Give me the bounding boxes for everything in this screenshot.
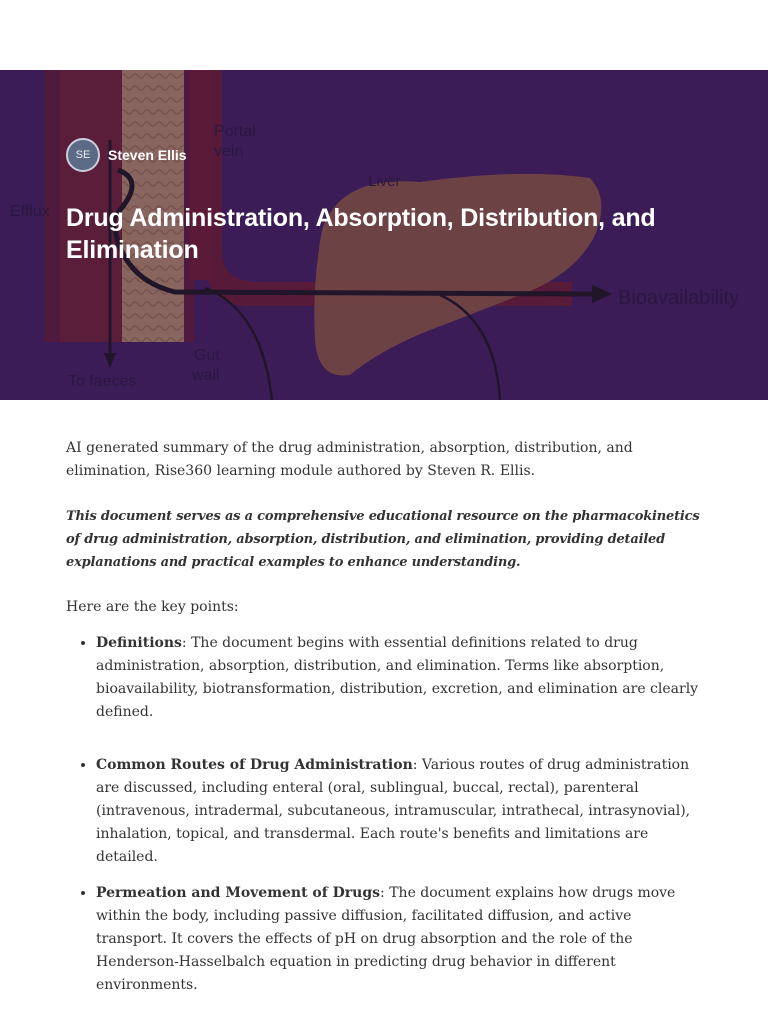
summary-content	[66, 437, 706, 997]
label-to-faeces: To faeces	[68, 373, 137, 390]
page-title: Drug Administration, Absorption, Distribution, and Elimination	[66, 204, 656, 264]
point-text: : The document begins with essential definitions related to drug administration, absorption, distribution, and elimination. Terms like absorption, bioavailability, biotransformation, distribution, excretion, and elimination are clearly defined.	[96, 635, 699, 720]
label-liver: Liver	[368, 173, 401, 190]
label-bioavailability: Bioavailability	[618, 287, 740, 309]
key-points-heading: Here are the key points:	[66, 599, 239, 615]
label-gut-wall-1: Gut	[194, 347, 220, 364]
point-title: Common Routes of Drug Administration	[96, 757, 413, 773]
author-name[interactable]: Steven Ellis	[108, 147, 187, 163]
label-gut-wall-2: wall	[192, 367, 220, 384]
point-text: : Various routes of drug administration are discussed, including enteral (oral, sublingual, buccal, rectal), parenteral (intravenous, intradermal, subcutaneous, intramuscular, intrathecal, intrasynovial), inhalation, topical, and transdermal. Each route's benefits and limitations are detailed.	[96, 757, 691, 865]
key-points-list	[66, 632, 706, 997]
author-avatar[interactable]: SE	[66, 138, 100, 172]
list-item	[96, 754, 706, 869]
summary-lead: This document serves as a comprehensive educational resource on the pharmacokinetics of drug administration, absorption, distribution, and elimination, providing detailed explanations and practical examples to enhance understanding.	[66, 509, 700, 570]
list-item	[96, 882, 706, 997]
list-item	[96, 632, 706, 724]
point-title: Permeation and Movement of Drugs	[96, 885, 381, 901]
hero-banner	[0, 70, 768, 400]
label-efflux: Efflux	[10, 203, 50, 220]
author-byline	[66, 138, 187, 172]
point-text: : The document explains how drugs move within the body, including passive diffusion, facilitated diffusion, and active transport. It covers the effects of pH on drug absorption and the role of the Henderson-Hasselbalch equation in predicting drug behavior in different environments.	[96, 885, 676, 993]
label-portal-vein-1: Portal	[214, 123, 256, 140]
summary-intro: AI generated summary of the drug administration, absorption, distribution, and elimination, Rise360 learning module authored by Steven R. Ellis.	[66, 440, 633, 479]
point-title: Definitions	[96, 635, 182, 651]
label-portal-vein-2: vein	[214, 143, 244, 160]
